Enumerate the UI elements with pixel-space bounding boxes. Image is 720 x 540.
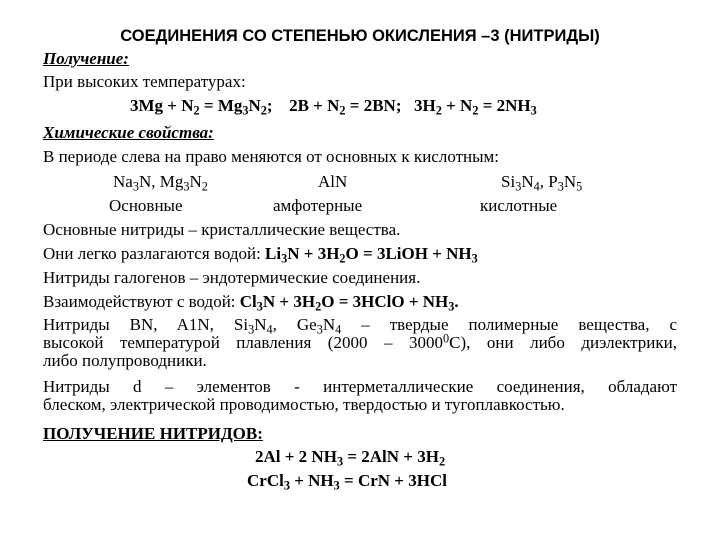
paragraph-line: высокой температурой плавления (2000 – 3000$^0$С), они либо диэлектрики, [43, 331, 677, 352]
line-water-decomposition: Они легко разлагаются водой: $Li_3N + 3H_2O$ = 3LiOH + $NH_3$ [43, 244, 478, 266]
label-acidic: кислотные [480, 196, 558, 215]
amphoteric-nitride-formula: AlN [318, 172, 348, 191]
paragraph-polymer-nitrides [43, 316, 677, 370]
line-interact-water: Взаимодействуют с водой: $Cl_3N + 3H_2O$ = 3HClO + $NH_3$. [43, 292, 459, 314]
heading-chemical-properties: Химические свойства: [43, 123, 214, 142]
label-basic: Основные [109, 196, 183, 215]
heading-obtain-nitrides: ПОЛУЧЕНИЕ НИТРИДОВ: [43, 424, 263, 443]
acidic-nitrides-formulas: $Si_3N_4$, $P_3N_5$ [501, 172, 583, 194]
paragraph-line: Нитриды d – элементов - интерметаллические соединения, обладают [43, 377, 677, 396]
line-high-temp: При высоких температурах: [43, 72, 246, 91]
basic-nitrides-formulas: $Na_3N$, $Mg_3N_2$ [113, 172, 208, 194]
paragraph-line: либо полупроводники. [43, 351, 207, 370]
line-halogen-nitrides: Нитриды галогенов – эндотермические соединения. [43, 268, 421, 287]
label-amphoteric: амфотерные [273, 196, 363, 215]
paragraph-line: блеском, электрической проводимостью, твердостью и тугоплавкостью. [43, 395, 565, 414]
heading-obtain: Получение: [43, 49, 129, 68]
line-period: В периоде слева на право меняются от основных к кислотным: [43, 147, 500, 166]
reaction-equation-cr: CrCl$_3$ + $NH_3$ = CrN + 3HCl [247, 471, 447, 493]
page-title: СОЕДИНЕНИЯ СО СТЕПЕНЬЮ ОКИСЛЕНИЯ –3 (НИТРИДЫ) [120, 27, 600, 45]
paragraph-d-element-nitrides [43, 378, 677, 414]
paragraph-line: Нитриды BN, A1N, $Si_3N_4$, $Ge_3N_4$ – твердые полимерные вещества, с [43, 315, 677, 337]
reaction-equations-1: $3Mg + N_2 = Mg_3N_2$; $2B + N_2 = 2BN$; $3H_2 + N_2 = 2NH_3$ [130, 96, 537, 118]
line-basic-nitrides: Основные нитриды – кристаллические вещества. [43, 220, 401, 239]
reaction-equation-al: 2Al + 2 $NH_3 = 2AlN + 3H_2$ [255, 447, 446, 469]
